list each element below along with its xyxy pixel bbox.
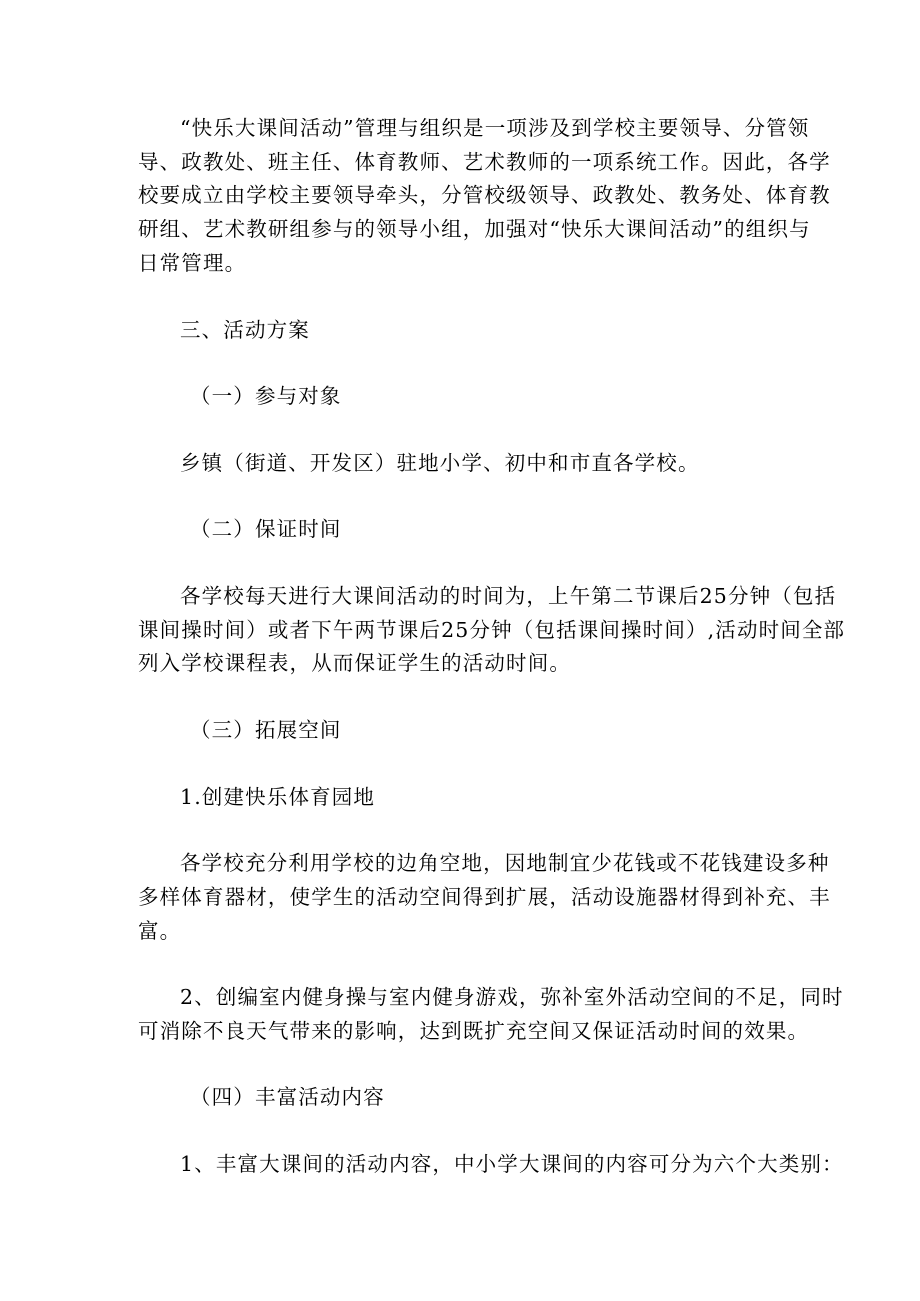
paragraph-management-line-4: 研组、艺术教研组参与的领导小组，加强对“快乐大课间活动”的组织与 <box>138 217 811 241</box>
sub-2-heading: （二）保证时间 <box>190 517 342 541</box>
sub-2-text-line-1: 各学校每天进行大课间活动的时间为，上午第二节课后25分钟（包括 <box>180 584 837 608</box>
paragraph-management-line-2: 导、政教处、班主任、体育教师、艺术教师的一项系统工作。因此，各学 <box>138 150 831 174</box>
sub-4-item-1: 1、丰富大课间的活动内容，中小学大课间的内容可分为六个大类别： <box>180 1152 844 1176</box>
section-3-heading: 三、活动方案 <box>180 318 310 342</box>
sub-3-heading: （三）拓展空间 <box>190 718 342 742</box>
sub-4-heading: （四）丰富活动内容 <box>190 1085 385 1109</box>
paragraph-management-line-1: “快乐大课间活动”管理与组织是一项涉及到学校主要领导、分管领 <box>180 116 810 140</box>
paragraph-management-line-5: 日常管理。 <box>138 251 247 275</box>
sub-1-text: 乡镇（街道、开发区）驻地小学、初中和市直各学校。 <box>180 451 700 475</box>
item-1-text-line-2: 多样体育器材，使学生的活动空间得到扩展，活动设施器材得到补充、丰 <box>138 885 831 909</box>
item-1-text-line-3: 富。 <box>138 919 182 943</box>
sub-2-text-line-2: 课间操时间）或者下午两节课后25分钟（包括课间操时间）,活动时间全部 <box>138 618 846 642</box>
item-1-heading: 1.创建快乐体育园地 <box>180 785 376 809</box>
item-2-text-line-1: 2、创编室内健身操与室内健身游戏，弥补室外活动空间的不足，同时 <box>180 985 844 1009</box>
item-1-text-line-1: 各学校充分利用学校的边角空地，因地制宜少花钱或不花钱建设多种 <box>180 851 830 875</box>
sub-2-text-line-3: 列入学校课程表，从而保证学生的活动时间。 <box>138 651 571 675</box>
paragraph-management-line-3: 校要成立由学校主要领导牵头，分管校级领导、政教处、教务处、体育教 <box>138 183 831 207</box>
item-2-text-line-2: 可消除不良天气带来的影响，达到既扩充空间又保证活动时间的效果。 <box>138 1019 810 1043</box>
sub-1-heading: （一）参与对象 <box>190 384 342 408</box>
